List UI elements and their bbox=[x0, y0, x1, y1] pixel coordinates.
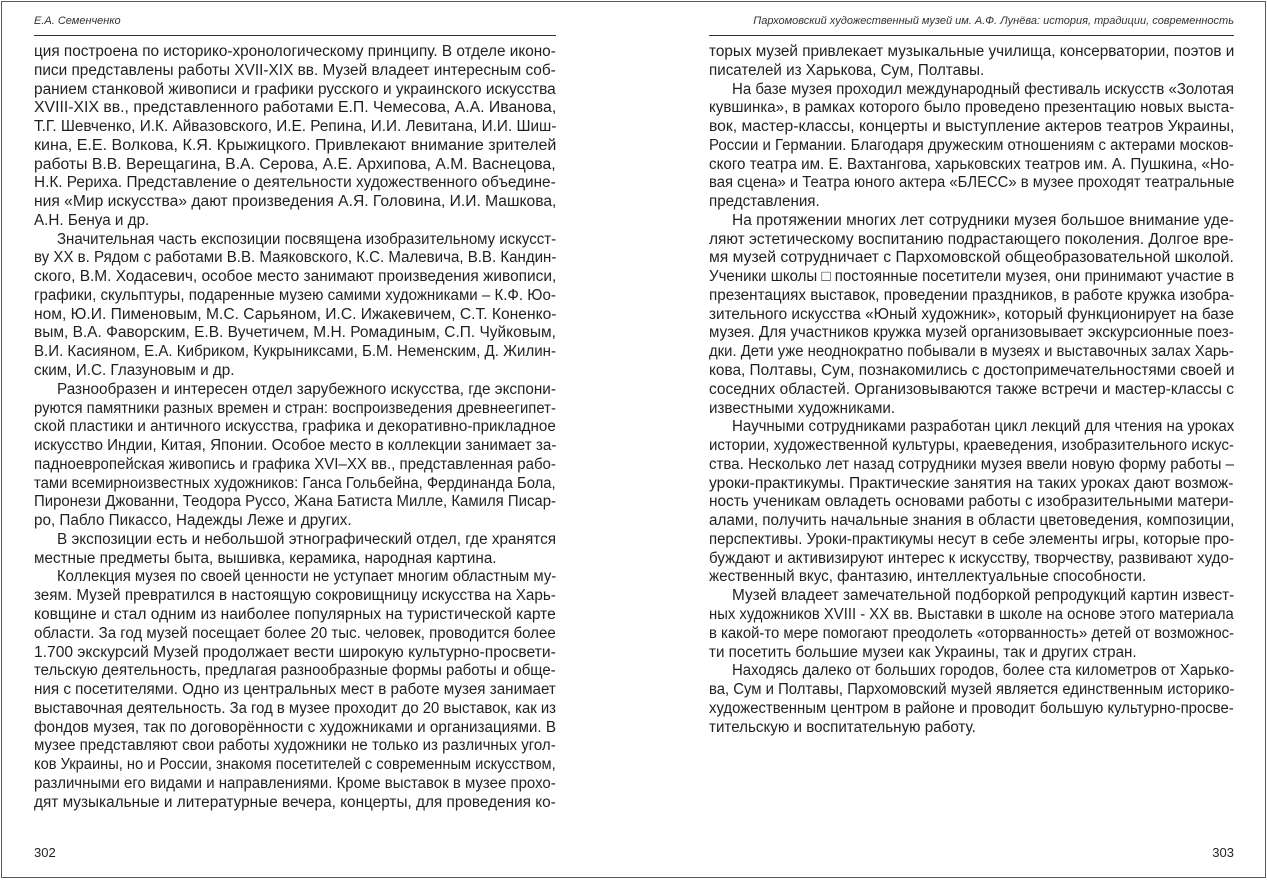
paragraph bbox=[34, 231, 556, 381]
text-line-content: тами всемирноизвестных художников: Ганса Гольбейна, Фердинанда Бола, bbox=[34, 474, 556, 492]
text-line bbox=[709, 606, 1234, 625]
text-line bbox=[709, 212, 1234, 231]
text-line-content: В экспозиции есть и небольшой этнографический отдел, где хранятся bbox=[57, 530, 557, 548]
paragraph bbox=[34, 568, 556, 812]
text-line bbox=[34, 568, 556, 587]
text-line-content: На протяжении многих лет сотрудники музея большое внимание уде- bbox=[732, 211, 1234, 229]
text-line bbox=[34, 456, 556, 475]
text-line-content: работы В.В. Верещагина, В.А. Серова, А.Е. Архипова, А.М. Васнецова, bbox=[34, 155, 556, 173]
text-line-content: На базе музея проходил международный фестиваль искусств «Золотая bbox=[732, 80, 1234, 98]
text-line-content: Т.Г. Шевченко, И.К. Айвазовского, И.Е. Репина, И.И. Левитана, И.И. Шиш- bbox=[34, 118, 557, 136]
text-line-content: художественным центром в районе и проводит большую культурно-просве- bbox=[709, 699, 1234, 717]
text-line-content: фондов музея, так по договорённости с художниками и организациями. В bbox=[34, 718, 557, 736]
text-line bbox=[709, 568, 1234, 587]
text-line-content: России и Германии. Благодаря дружеским отношениям с актерами москов- bbox=[709, 136, 1234, 154]
text-line-content: ского театра им. Е. Вахтангова, харьковских театров им. А. Пушкина, «Но- bbox=[709, 155, 1235, 173]
text-line-content: ном, Ю.И. Пименовым, М.С. Сарьяном, И.С. Ижакевичем, С.Т. Коненко- bbox=[34, 305, 557, 323]
text-line bbox=[34, 719, 556, 738]
text-line bbox=[709, 531, 1234, 550]
text-line-content: Пиронези Джованни, Теодора Руссо, Жана Батиста Милле, Камиля Писар- bbox=[34, 493, 556, 511]
text-line-content: буждают и активизируют интерес к искусству, творчеству, развивают худо- bbox=[709, 549, 1234, 567]
text-line-content: ковщине и стал одним из наиболее популярных на туристической карте bbox=[34, 605, 556, 623]
text-line-content: истории, художественной культуры, краеведения, изобразительного искус- bbox=[709, 437, 1234, 455]
text-line bbox=[34, 400, 556, 419]
text-line bbox=[34, 587, 556, 606]
text-line-content: ва, Сум и Полтавы, Пархомовский музей является единственным историко- bbox=[709, 681, 1235, 699]
text-line-content: алами, получить начальные знания в области цветоведения, композиции, bbox=[709, 512, 1235, 530]
text-line-content: ранием станковой живописи и графики русского и украинского искусства bbox=[34, 80, 556, 98]
text-line bbox=[34, 644, 556, 663]
text-line bbox=[34, 418, 556, 437]
paragraph bbox=[709, 587, 1234, 662]
text-line-content: Разнообразен и интересен отдел зарубежного искусства, где экспони- bbox=[57, 380, 556, 398]
text-line-content: области. За год музей посещает более 20 тыс. человек, проводится более bbox=[34, 624, 556, 642]
text-line bbox=[34, 43, 556, 62]
text-line bbox=[709, 493, 1234, 512]
text-line bbox=[34, 512, 556, 531]
paragraph bbox=[34, 531, 556, 569]
text-line-content: Н.К. Рериха. Представление о деятельности художественного объедине- bbox=[34, 174, 556, 192]
text-line bbox=[709, 400, 1234, 419]
text-line-content: графики, скульптуры, подаренные музею самими художниками – К.Ф. Юо- bbox=[34, 286, 556, 304]
text-line bbox=[709, 343, 1234, 362]
text-line-content: ляют эстетическому воспитанию подрастающего поколения. Долгое вре- bbox=[709, 230, 1234, 248]
text-line-content: дят музыкальные и литературные вечера, концерты, для проведения ко- bbox=[34, 793, 556, 811]
text-line bbox=[34, 700, 556, 719]
text-line bbox=[34, 81, 556, 100]
text-line-content: ву XX в. Рядом с работами В.В. Маяковского, К.С. Малевича, В.В. Кандин- bbox=[34, 249, 557, 267]
text-line bbox=[709, 324, 1234, 343]
text-line bbox=[709, 118, 1234, 137]
text-line-content: ти посетить большие музеи как Украины, так и других стран. bbox=[709, 643, 1137, 661]
text-line-content: ства. Несколько лет назад сотрудники музея ввели новую форму работы – bbox=[709, 455, 1235, 473]
text-line bbox=[709, 625, 1234, 644]
text-line-content: известными художниками. bbox=[709, 399, 896, 417]
text-line bbox=[34, 231, 556, 250]
text-line bbox=[709, 81, 1234, 100]
text-line-content: уроки-практикумы. Практические занятия на таких уроках дают возмож- bbox=[709, 474, 1234, 492]
text-line bbox=[34, 550, 556, 569]
text-line-content: XVIII-XIX вв., представленного работами Е.П. Чемесова, А.А. Иванова, bbox=[34, 99, 557, 117]
text-line bbox=[34, 681, 556, 700]
text-line-content: выставочная деятельность. За год в музее проходит до 20 выставок, как из bbox=[34, 699, 557, 717]
text-line bbox=[34, 775, 556, 794]
text-line bbox=[34, 493, 556, 512]
text-line-content: Значительная часть експозиции посвящена изобразительному искусст- bbox=[57, 230, 557, 248]
text-line-content: ского, В.М. Ходасевич, особое место занимают произведения живописи, bbox=[34, 268, 557, 286]
text-line-content: писателей из Харькова, Сум, Полтавы. bbox=[709, 61, 985, 79]
text-line bbox=[34, 662, 556, 681]
text-line bbox=[709, 681, 1234, 700]
text-line-content: А.Н. Бенуа и др. bbox=[34, 211, 150, 229]
text-line bbox=[709, 193, 1234, 212]
paragraph bbox=[709, 212, 1234, 418]
text-line-content: торых музей привлекает музыкальные училища, консерватории, поэтов и bbox=[709, 43, 1235, 60]
text-line bbox=[709, 268, 1234, 287]
text-line bbox=[709, 719, 1234, 738]
text-line bbox=[34, 362, 556, 381]
text-line-content: Ученики школы □ постоянные посетители музея, они принимают участие в bbox=[709, 268, 1235, 286]
page-number: 303 bbox=[1212, 845, 1234, 860]
text-line-content: зительного искусства «Юный художник», который функционирует на базе bbox=[709, 305, 1234, 323]
text-line-content: руются памятники разных времен и стран: воспроизведения древнеегипет- bbox=[34, 399, 556, 417]
text-line bbox=[709, 550, 1234, 569]
text-line-content: кина, Е.Е. Волкова, К.Я. Крыжицкого. Привлекают внимание зрителей bbox=[34, 136, 557, 154]
text-line-content: музея. Для участников кружка музей организовывает экскурсионные поез- bbox=[709, 324, 1234, 342]
text-line bbox=[709, 249, 1234, 268]
text-line bbox=[34, 137, 556, 156]
running-header-author: Е.А. Семенченко bbox=[34, 15, 121, 27]
text-line-content: В.И. Касияном, Е.А. Кибриком, Кукрыниксами, Б.М. Неменским, Д. Жилин- bbox=[34, 343, 556, 361]
text-line-content: Коллекция музея по своей ценности не уступает многим областным му- bbox=[57, 568, 557, 586]
text-line bbox=[34, 794, 556, 813]
text-line-content: писи представлены работы XVII-XIX вв. Музей владеет интересным соб- bbox=[34, 61, 556, 79]
text-line bbox=[34, 475, 556, 494]
text-line bbox=[709, 437, 1234, 456]
left-page-body bbox=[34, 43, 556, 812]
text-line-content: жественный вкус, фантазию, интеллектуальные способности. bbox=[709, 568, 1147, 586]
text-line-content: перспективы. Уроки-практикумы несут в себе элементы игры, которые про- bbox=[709, 530, 1235, 548]
text-line bbox=[34, 737, 556, 756]
header-rule bbox=[709, 35, 1234, 36]
text-line bbox=[34, 381, 556, 400]
text-line-content: соседних областей. Организовываются также встречи и мастер-классы с bbox=[709, 380, 1234, 398]
text-line bbox=[34, 531, 556, 550]
text-line-content: кова, Полтавы, Сум, познакомились с достопримечательностями своей и bbox=[709, 362, 1235, 380]
text-line-content: падноевропейская живопись и графика XVI–XX вв., представленная рабо- bbox=[34, 455, 556, 473]
text-line bbox=[709, 43, 1234, 62]
paragraph bbox=[709, 81, 1234, 212]
header-rule bbox=[34, 35, 556, 36]
page-number: 302 bbox=[34, 845, 56, 860]
text-line bbox=[34, 625, 556, 644]
text-line-content: в какой-то мере помогают преодолеть «оторванность» детей от возможнос- bbox=[709, 624, 1234, 642]
paragraph bbox=[709, 418, 1234, 587]
text-line bbox=[709, 381, 1234, 400]
paragraph bbox=[709, 43, 1234, 81]
text-line bbox=[709, 231, 1234, 250]
text-line bbox=[34, 306, 556, 325]
text-line-content: дки. Дети уже неоднократно побывали в музеях и выставочных залах Харь- bbox=[709, 343, 1234, 361]
text-line-content: вая сцена» и Театра юного актера «БЛЕСС» в музее проходят театральные bbox=[709, 174, 1235, 192]
text-line bbox=[709, 287, 1234, 306]
text-line bbox=[34, 193, 556, 212]
text-line-content: 1.700 экскурсий Музей продолжает вести широкую культурно-просвети- bbox=[34, 643, 556, 661]
text-line-content: музее представляют свои работы художники не только из различных угол- bbox=[34, 737, 556, 755]
text-line-content: тительскую и воспитательную работу. bbox=[709, 718, 976, 736]
text-line-content: Музей владеет замечательной подборкой репродукций картин извест- bbox=[732, 587, 1235, 605]
text-line-content: ность ученикам овладеть основами работы с изобразительными матери- bbox=[709, 493, 1234, 511]
text-line bbox=[709, 512, 1234, 531]
text-line bbox=[34, 249, 556, 268]
text-line bbox=[34, 343, 556, 362]
paragraph bbox=[709, 662, 1234, 737]
text-line bbox=[709, 475, 1234, 494]
text-line bbox=[34, 324, 556, 343]
right-page bbox=[709, 0, 1234, 881]
text-line bbox=[709, 700, 1234, 719]
text-line bbox=[34, 606, 556, 625]
text-line-content: ния «Мир искусства» дают произведения А.Я. Головина, И.И. Машкова, bbox=[34, 193, 557, 211]
text-line-content: ных художников XVIII - XX вв. Выставки в школе на основе этого материала bbox=[709, 605, 1234, 623]
text-line bbox=[709, 587, 1234, 606]
text-line-content: зеям. Музей превратился в настоящую сокровищницу искусства на Харь- bbox=[34, 587, 556, 605]
text-line bbox=[34, 756, 556, 775]
running-header-title: Пархомовский художественный музей им. А.Ф. Лунёва: история, традиции, современность bbox=[753, 15, 1234, 27]
text-line bbox=[34, 99, 556, 118]
text-line-content: тельскую деятельность, предлагая разнообразные формы работы и обще- bbox=[34, 662, 556, 680]
text-line bbox=[34, 268, 556, 287]
text-line bbox=[709, 99, 1234, 118]
text-line-content: презентациях выставок, проведении праздников, в работе кружка изобра- bbox=[709, 286, 1235, 304]
text-line-content: кувшинка», в рамках которого было проведено презентацию новых выста- bbox=[709, 99, 1235, 117]
text-line bbox=[709, 456, 1234, 475]
text-line-content: Научными сотрудниками разработан цикл лекций для чтения на уроках bbox=[732, 418, 1235, 436]
text-line-content: различными его видами и направлениями. Кроме выставок в музее прохо- bbox=[34, 774, 556, 792]
text-line-content: ния с посетителями. Одно из центральных мест в работе музея занимает bbox=[34, 681, 556, 699]
text-line bbox=[34, 118, 556, 137]
text-line-content: искусство Индии, Китая, Японии. Особое место в коллекции занимает за- bbox=[34, 437, 557, 455]
text-line-content: ским, И.С. Глазуновым и др. bbox=[34, 362, 235, 380]
text-line-content: ция построена по историко-хронологическому принципу. В отделе иконо- bbox=[34, 43, 556, 60]
text-line bbox=[34, 437, 556, 456]
text-line bbox=[709, 306, 1234, 325]
text-line-content: мя музей сотрудничает с Пархомовской общеобразовательной школой. bbox=[709, 249, 1234, 267]
text-line-content: местные предметы быта, вышивка, керамика, народная картина. bbox=[34, 549, 497, 567]
text-line bbox=[709, 156, 1234, 175]
text-line bbox=[709, 662, 1234, 681]
text-line bbox=[34, 287, 556, 306]
text-line-content: вок, мастер-классы, концерты и выступление актеров театров Украины, bbox=[709, 118, 1235, 136]
text-line-content: Находясь далеко от больших городов, более ста километров от Харько- bbox=[732, 662, 1235, 680]
text-line-content: ро, Пабло Пикассо, Надежды Леже и других. bbox=[34, 512, 352, 530]
text-line bbox=[709, 644, 1234, 663]
text-line bbox=[709, 174, 1234, 193]
text-line-content: ской пластики и античного искусства, графика и декоративно-прикладное bbox=[34, 418, 556, 436]
text-line-content: ков Украины, но и России, знакомя посетителей с современным искусством, bbox=[34, 756, 556, 774]
text-line bbox=[709, 418, 1234, 437]
right-page-body bbox=[709, 43, 1234, 737]
text-line bbox=[34, 174, 556, 193]
text-line bbox=[709, 137, 1234, 156]
text-line-content: вым, В.А. Фаворским, Е.В. Вучетичем, М.Н. Ромадиным, С.П. Чуйковым, bbox=[34, 324, 556, 342]
text-line bbox=[709, 62, 1234, 81]
text-line bbox=[709, 362, 1234, 381]
text-line bbox=[34, 62, 556, 81]
text-line-content: представления. bbox=[709, 193, 820, 211]
paragraph bbox=[34, 43, 556, 231]
text-line bbox=[34, 212, 556, 231]
paragraph bbox=[34, 381, 556, 531]
text-line bbox=[34, 156, 556, 175]
left-page bbox=[34, 0, 556, 881]
